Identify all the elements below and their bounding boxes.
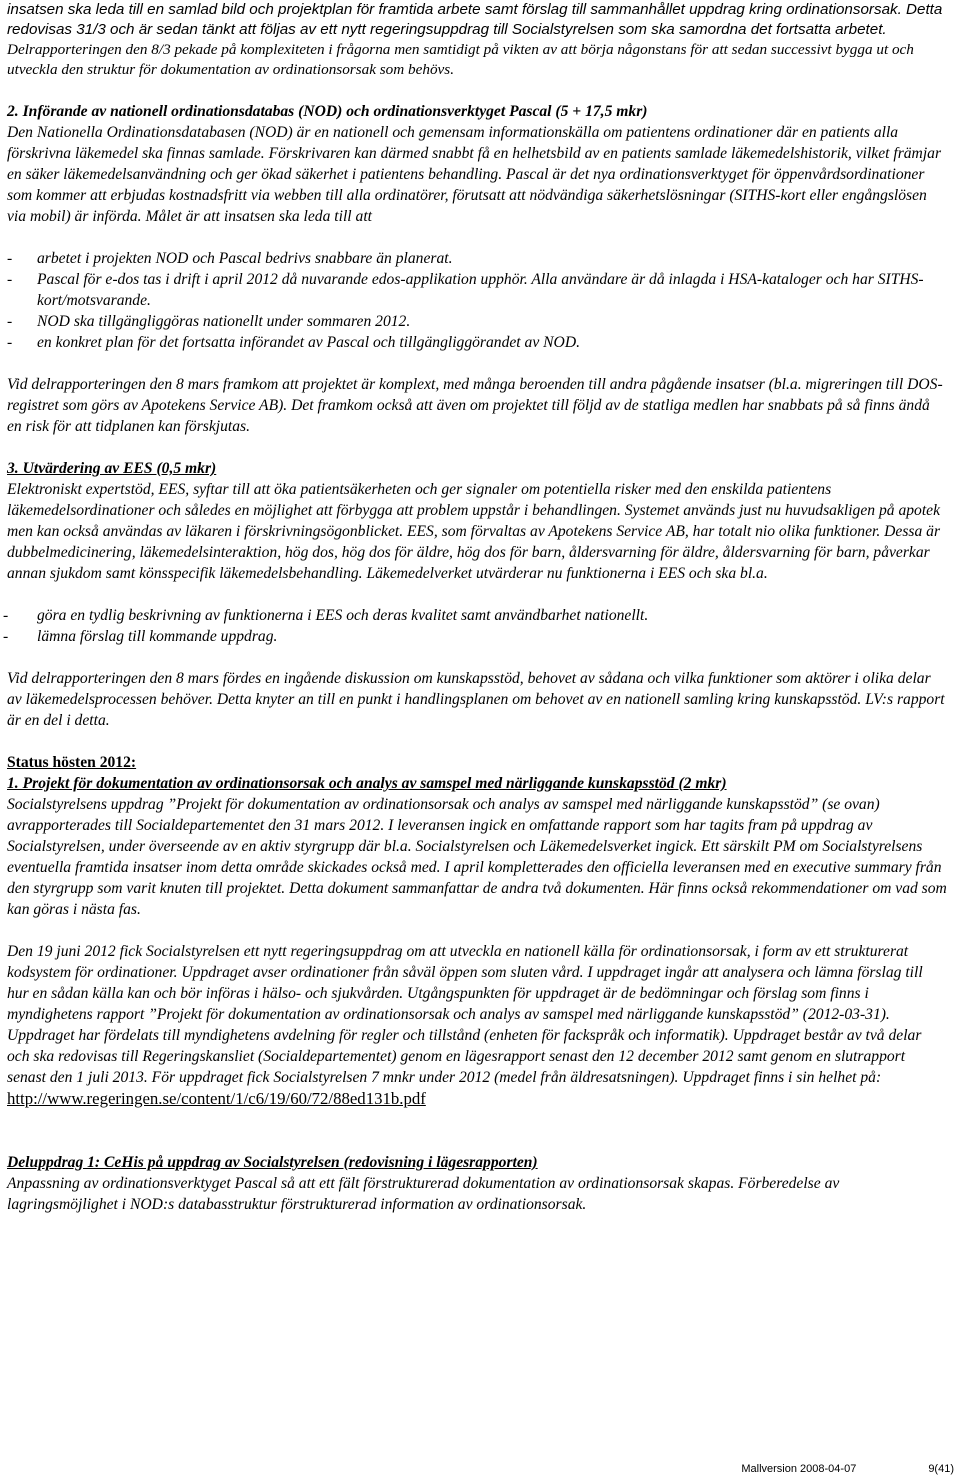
section-2-followup: Vid delrapporteringen den 8 mars framkom att projektet är komplext, med många beroenden till andra pågående insatser (bl.a. migreringen till DOS-registret som görs av Apotekens Service AB). Det framkom också att även om projektet till följd av de statliga medlen har snabbats på så finns ändå en risk för att tidplanen kan förskjutas. [7,376,943,435]
section-3-heading: 3. Utvärdering av EES (0,5 mkr) [7,460,217,477]
status-heading: Status hösten 2012: [7,754,137,771]
list-item: - göra en tydlig beskrivning av funktionerna i EES och deras kvalitet samt användbarhet nationellt. [3,607,649,624]
section-3-followup: Vid delrapporteringen den 8 mars fördes en ingående diskussion om kunskapsstöd, behovet av sådana och vilka funktioner som aktörer i olika delar av läkemedelsprocessen behöver. Detta knyter an till en punkt i handlingsplanen om behovet av en nationell samling kring kunskapsstöd. LV:s rapport är en del i detta. [7,670,945,729]
list-item: - lämna förslag till kommande uppdrag. [3,628,278,645]
section-2-heading: 2. Införande av nationell ordinationsdatabas (NOD) och ordinationsverktyget Pascal (5 + 17,5 mkr) [7,103,648,120]
intro-text-1: insatsen ska leda till en samlad bild och projektplan för framtida arbete samt förslag till sammanhållet uppdrag kring ordinationsorsak. Detta redovisas 31/3 och är sedan tänkt att följas av ett nytt regeringsuppdrag till Socialstyrelsen som ska samordna det fortsatta arbetet. [7,1,943,38]
status-subheading-1: 1. Projekt för dokumentation av ordinationsorsak och analys av samspel med närliggande kunskapsstöd (2 mkr) [7,775,727,792]
list-item: - Pascal för e-dos tas i drift i april 2012 då nuvarande edos-applikation upphör. Alla användare är då inlagda i HSA-kataloger och har SITHS-kort/motsvarande. [7,271,924,309]
status-paragraph-1: Socialstyrelsens uppdrag ”Projekt för dokumentation av ordinationsorsak och analys av samspel med närliggande kunskapsstöd” (se ovan) avrapporterades till Socialdepartementet den 31 mars 2012. I leveransen ingick en omfattande rapport som har tagits fram på uppdrag av Socialstyrelsen, under överseende av en aktiv styrgrupp där bl.a. Socialstyrelsen och Läkemedelsverket ingick. Ett särskilt PM om Socialstyrelsens eventuella framtida insatser inom detta område skickades också med. I april kompletterades den officiella leveransen med en executive summary från den styrgrupp som varit knuten till projektet. Detta dokument sammanfattar de andra två dokumenten. Här finns också rekommendationer om vad som kan göras i nästa fas. [7,796,947,918]
intro-text-2: Delrapporteringen den 8/3 pekade på komplexiteten i frågorna men samtidigt på vikten av att börja någonstans för att sedan successivt bygga ut och utveckla den struktur för dokumentation av ordinationsorsak som behövs. [7,41,914,78]
page-footer [741,1463,954,1475]
list-item: - arbetet i projekten NOD och Pascal bedrivs snabbare än planerat. [7,250,453,267]
deluppdrag-body: Anpassning av ordinationsverktyget Pascal så att ett fält förstrukturerad dokumentation av ordinationsorsak skapas. Förberedelse av lagringsmöjlighet i NOD:s databasstruktur förstrukturerad information av ordinationsorsak. [7,1175,840,1213]
document-page [3,0,947,1215]
page-number: 9(41) [928,1463,954,1475]
list-item: - en konkret plan för det fortsatta införandet av Pascal och tillgängliggörandet av NOD. [7,334,580,351]
section-3-list [3,605,947,647]
section-2-list [7,248,947,353]
regeringen-link[interactable]: http://www.regeringen.se/content/1/c6/19/60/72/88ed131b.pdf [7,1089,426,1108]
deluppdrag-heading: Deluppdrag 1: CeHis på uppdrag av Socialstyrelsen (redovisning i lägesrapporten) [7,1154,538,1171]
section-3-body: Elektroniskt expertstöd, EES, syftar till att öka patientsäkerheten och ger signaler om potentiella risker med den enskilda patientens läkemedelsordinationer och således en möjlighet att förbygga att problem uppstår i behandlingen. Systemet används just nu huvudsakligen på apotek men kan också användas av läkaren i förskrivningsögonblicket. EES, som förvaltas av Apotekens Service AB, har totalt nio olika funktioner. Dessa är dubbelmedicinering, läkemedelsinteraktion, hög dos, hög dos för äldre, hög dos för barn, åldersvarning för äldre, åldersvarning för barn, påverkar annan sjukdom samt könsspecifik läkemedelsbehandling. Läkemedelverket utvärderar nu funktionerna i EES och ska bl.a. [7,481,941,582]
intro-paragraph [7,0,947,80]
template-version: Mallversion 2008-04-07 [741,1463,857,1475]
list-item: - NOD ska tillgängliggöras nationellt under sommaren 2012. [7,313,411,330]
status-paragraph-2: Den 19 juni 2012 fick Socialstyrelsen ett nytt regeringsuppdrag om att utveckla en nationell källa för ordinationsorsak, i form av ett strukturerat kodsystem för ordinationer. Uppdraget avser ordinationer från såväl öppen som sluten vård. I uppdraget ingår att analysera och lämna förslag till hur en sådan källa kan och bör införas i hälso- och sjukvården. Utgångspunkten för uppdraget är de bedömningar och förslag som finns i myndighetens rapport ”Projekt för dokumentation av ordinationsorsak och analys av samspel med närliggande kunskapsstöd” (2012-03-31). Uppdraget har fördelats till myndighetens avdelning för regler och tillstånd (enheten för fackspråk och informatik). Uppdraget består av två delar och ska redovisas till Regeringskansliet (Socialdepartementet) genom en lägesrapport senast den 12 december 2012 samt genom en slutrapport senast den 1 juli 2013. För uppdraget fick Socialstyrelsen 7 mnkr under 2012 (medel från äldresatsningen). Uppdraget finns i sin helhet på: http://www.regeringen.se/content/1/c6/19/60/72/88ed131b.pdf [7,943,923,1108]
section-2-body: Den Nationella Ordinationsdatabasen (NOD) är en nationell och gemensam informationskälla om patientens ordinationer där en patients alla förskrivna läkemedel ska finnas samlade. Förskrivaren kan därmed snabbt få en helhetsbild av en patients samlade läkemedelshistorik, vilket främjar en säker läkemedelsanvändning och ger ökad säkerhet i patientens behandling. Pascal är det nya ordinationsverktyget för öppenvårdsordinationer som kommer att erbjudas kostnadsfritt via webben till alla ordinatörer, förutsatt att nödvändiga säkerhetslösningar (SITHS-kort eller engångslösen via mobil) är införda. Målet är att insatsen ska leda till att [7,124,942,225]
